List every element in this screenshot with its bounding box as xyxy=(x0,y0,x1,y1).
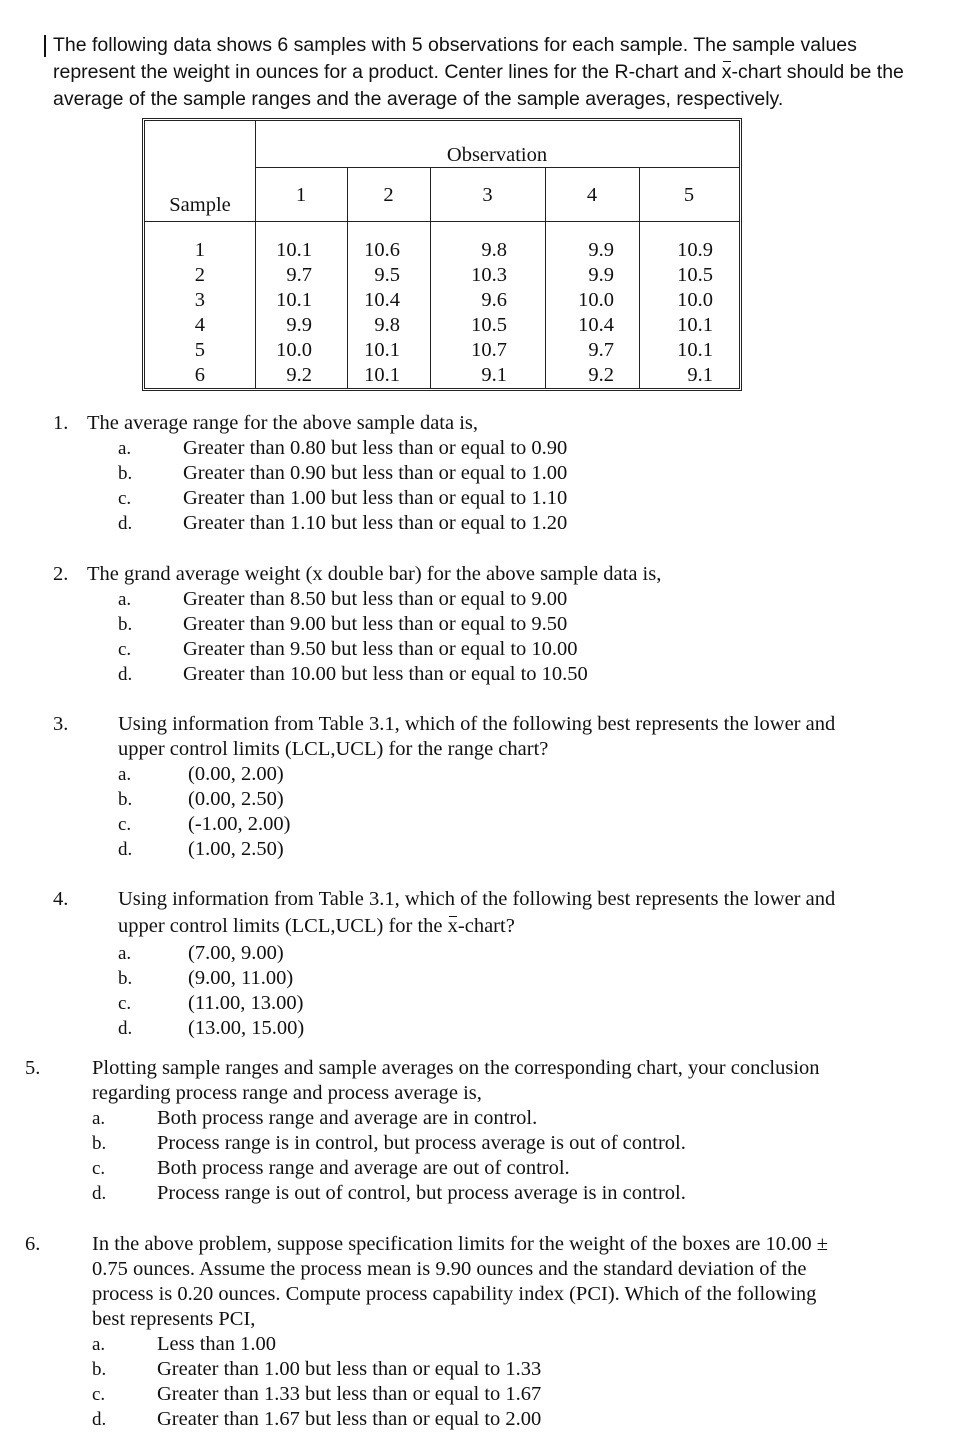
obs-header: 1 xyxy=(295,184,307,206)
table-divider xyxy=(145,221,739,222)
question-text-line: upper control limits (LCL,UCL) for the range chart? xyxy=(118,738,549,760)
option-letter: b. xyxy=(92,1133,107,1154)
option-text: (-1.00, 2.00) xyxy=(188,813,291,835)
option-text: (7.00, 9.00) xyxy=(188,942,284,964)
option-letter: c. xyxy=(118,488,132,509)
table-cell: 10.1 xyxy=(364,339,400,361)
table-cell: 10.1 xyxy=(276,289,312,311)
text-cursor xyxy=(44,35,46,57)
table-cell: 10.1 xyxy=(276,239,312,261)
table-cell: 10.4 xyxy=(364,289,400,311)
option-text: Greater than 0.90 but less than or equal to 1.00 xyxy=(183,462,568,484)
option-letter: d. xyxy=(118,664,133,685)
table-cell: 9.7 xyxy=(286,264,312,286)
option-letter: c. xyxy=(92,1158,106,1179)
question-text-line: Plotting sample ranges and sample averages on the corresponding chart, your conclusion xyxy=(92,1057,820,1079)
option-letter: a. xyxy=(118,943,132,964)
table-cell: 9.2 xyxy=(588,364,614,386)
table-cell: 10.1 xyxy=(364,364,400,386)
sample-column xyxy=(145,238,205,388)
question-number: 6. xyxy=(25,1233,41,1255)
option-letter: b. xyxy=(118,614,133,635)
table-cell: 9.1 xyxy=(481,364,507,386)
option-text: (0.00, 2.00) xyxy=(188,763,284,785)
table-cell: 10.1 xyxy=(677,314,713,336)
question-text-line: process is 0.20 ounces. Compute process capability index (PCI). Which of the following xyxy=(92,1283,817,1305)
option-letter: b. xyxy=(92,1359,107,1380)
observation-header: Observation xyxy=(446,144,548,166)
sample-number: 1 xyxy=(194,239,205,261)
option-text: Less than 1.00 xyxy=(157,1333,276,1355)
option-text: (1.00, 2.50) xyxy=(188,838,284,860)
question-text: The average range for the above sample data is, xyxy=(87,412,479,434)
table-cell: 10.7 xyxy=(471,339,507,361)
sample-number: 6 xyxy=(194,364,205,386)
obs-column-5 xyxy=(639,238,713,388)
option-letter: d. xyxy=(118,839,133,860)
intro-text-part2: -chart should be the average of the sample ranges and the average of the sample averages, respectively. xyxy=(53,61,904,110)
sample-number: 3 xyxy=(194,289,205,311)
option-letter: a. xyxy=(118,764,132,785)
option-letter: d. xyxy=(92,1183,107,1204)
sample-number: 5 xyxy=(194,339,205,361)
obs-header: 3 xyxy=(482,184,493,206)
table-cell: 9.5 xyxy=(374,264,400,286)
question-number: 2. xyxy=(53,563,69,585)
option-letter: a. xyxy=(92,1334,106,1355)
option-text: Greater than 0.80 but less than or equal to 0.90 xyxy=(183,437,568,459)
option-letter: c. xyxy=(118,639,132,660)
sample-header: Sample xyxy=(169,194,231,216)
option-text: (13.00, 15.00) xyxy=(188,1017,305,1039)
intro-text-part1: The following data shows 6 samples with 5 observations for each sample. The sample values represent the weight in ounces for a product. Center lines for the R-chart and xyxy=(53,34,857,83)
option-text: Greater than 9.00 but less than or equal to 9.50 xyxy=(183,613,568,635)
table-cell: 10.5 xyxy=(471,314,507,336)
question-text-line: Using information from Table 3.1, which of the following best represents the lower and xyxy=(118,888,836,910)
option-letter: b. xyxy=(118,789,133,810)
option-text: Greater than 10.00 but less than or equal to 10.50 xyxy=(183,663,588,685)
option-text: (9.00, 11.00) xyxy=(188,967,294,989)
question-text-line: 0.75 ounces. Assume the process mean is 9.90 ounces and the standard deviation of the xyxy=(92,1258,807,1280)
option-text: (0.00, 2.50) xyxy=(188,788,284,810)
question-text-line: In the above problem, suppose specification limits for the weight of the boxes are 10.00 ± xyxy=(92,1233,828,1255)
x-bar-symbol: x xyxy=(447,915,458,937)
table-cell: 9.2 xyxy=(286,364,312,386)
option-letter: d. xyxy=(92,1409,107,1430)
option-letter: c. xyxy=(118,993,132,1014)
table-cell: 9.8 xyxy=(481,239,507,261)
option-text: Process range is in control, but process average is out of control. xyxy=(157,1132,686,1154)
question-number: 4. xyxy=(53,888,69,910)
table-cell: 10.4 xyxy=(578,314,614,336)
table-cell: 9.9 xyxy=(588,264,614,286)
option-letter: a. xyxy=(92,1108,106,1129)
option-text: Greater than 9.50 but less than or equal to 10.00 xyxy=(183,638,578,660)
question-number: 3. xyxy=(53,713,69,735)
table-cell: 9.8 xyxy=(374,314,400,336)
option-text: Greater than 1.67 but less than or equal to 2.00 xyxy=(157,1408,542,1430)
question-text-part: upper control limits (LCL,UCL) for the xyxy=(118,915,448,937)
sample-number: 2 xyxy=(194,264,205,286)
option-text: Greater than 8.50 but less than or equal to 9.00 xyxy=(183,588,568,610)
table-cell: 10.6 xyxy=(364,239,400,261)
obs-column-1 xyxy=(255,238,312,388)
table-cell: 9.1 xyxy=(687,364,713,386)
option-text: Both process range and average are in control. xyxy=(157,1107,538,1129)
table-cell: 10.0 xyxy=(276,339,312,361)
table-cell: 10.9 xyxy=(677,239,713,261)
table-cell: 9.9 xyxy=(588,239,614,261)
intro-paragraph xyxy=(53,32,933,113)
obs-header: 2 xyxy=(383,184,394,206)
sample-data-table xyxy=(142,118,742,391)
option-letter: b. xyxy=(118,463,133,484)
option-text: Greater than 1.00 but less than or equal to 1.10 xyxy=(183,487,568,509)
question-number: 5. xyxy=(25,1057,41,1079)
option-text: Greater than 1.00 but less than or equal to 1.33 xyxy=(157,1358,542,1380)
question-text-part: -chart? xyxy=(457,915,515,937)
question-text-line: best represents PCI, xyxy=(92,1308,256,1330)
question-text-line: regarding process range and process average is, xyxy=(92,1082,482,1104)
obs-header: 5 xyxy=(683,184,695,206)
option-letter: b. xyxy=(118,968,133,989)
table-cell: 10.0 xyxy=(578,289,614,311)
question-text: The grand average weight (x double bar) for the above sample data is, xyxy=(87,563,662,585)
option-text: Greater than 1.10 but less than or equal to 1.20 xyxy=(183,512,568,534)
table-cell: 10.3 xyxy=(471,264,507,286)
option-text: Greater than 1.33 but less than or equal to 1.67 xyxy=(157,1383,542,1405)
table-cell: 9.6 xyxy=(481,289,507,311)
table-cell: 9.9 xyxy=(286,314,312,336)
option-text: (11.00, 13.00) xyxy=(188,992,304,1014)
obs-header: 4 xyxy=(586,184,598,206)
option-letter: d. xyxy=(118,1018,133,1039)
option-letter: c. xyxy=(92,1384,106,1405)
option-letter: a. xyxy=(118,589,132,610)
question-number: 1. xyxy=(53,412,69,434)
obs-column-2 xyxy=(347,238,400,388)
obs-column-4 xyxy=(545,238,614,388)
question-text-line: Using information from Table 3.1, which of the following best represents the lower and xyxy=(118,713,836,735)
table-cell: 10.1 xyxy=(677,339,713,361)
sample-number: 4 xyxy=(194,314,205,336)
option-letter: d. xyxy=(118,513,133,534)
option-text: Both process range and average are out of control. xyxy=(157,1157,570,1179)
question-text-line xyxy=(118,914,515,939)
option-text: Process range is out of control, but process average is in control. xyxy=(157,1182,686,1204)
option-letter: a. xyxy=(118,438,132,459)
table-cell: 9.7 xyxy=(588,339,614,361)
table-cell: 10.0 xyxy=(677,289,713,311)
x-bar-symbol: x xyxy=(722,59,732,86)
option-letter: c. xyxy=(118,814,132,835)
table-cell: 10.5 xyxy=(677,264,713,286)
obs-column-3 xyxy=(430,238,507,388)
